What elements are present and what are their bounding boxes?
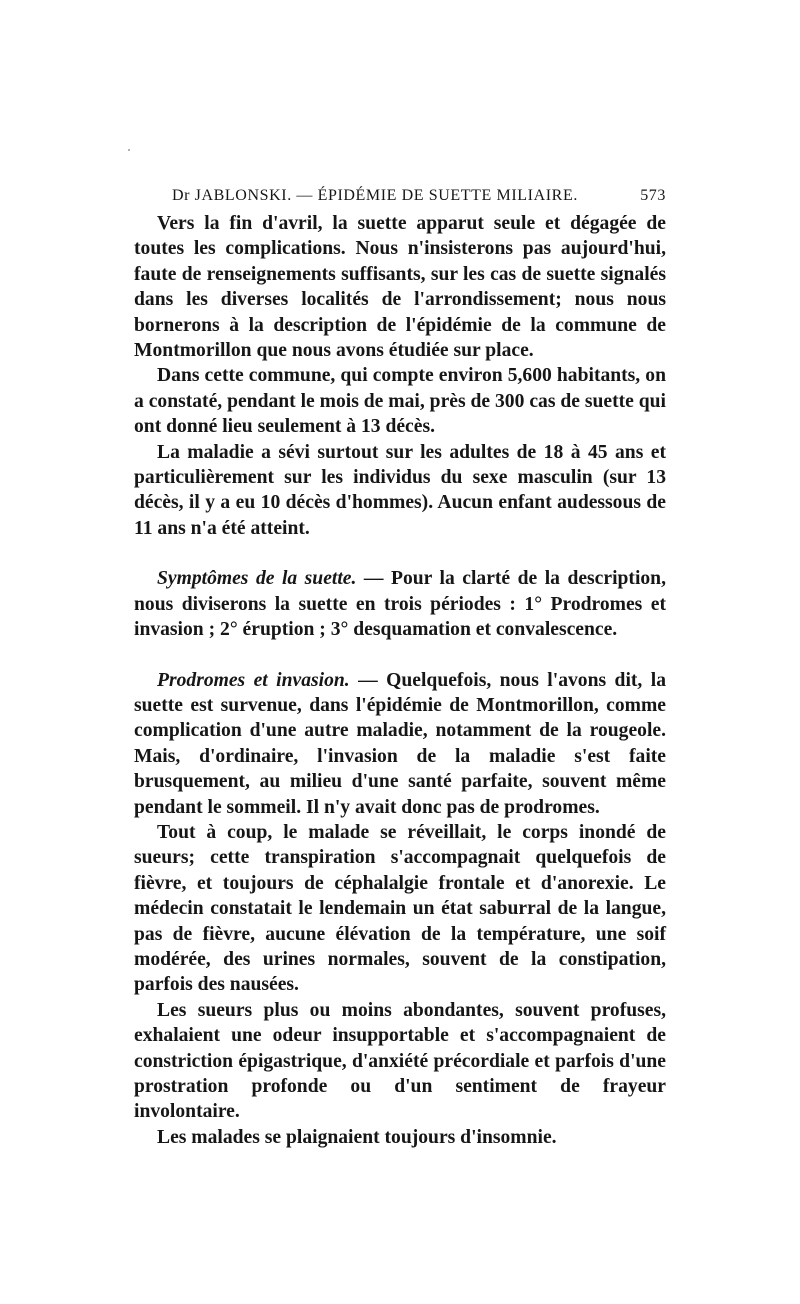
paragraph-commune: Dans cette commune, qui compte environ 5,600 habitants, on a constaté, pendant le mois de mai, près de 300 cas de suette qui ont donné lieu seulement à 13 décès. — [134, 365, 666, 438]
margin-speck — [128, 149, 130, 151]
paragraph-reveil: Tout à coup, le malade se réveillait, le corps inondé de sueurs; cette transpiration s'accompagnait quelquefois de fièvre, et toujours de céphalalgie frontale et d'anorexie. Le médecin constatait le lendemain un état saburral de la langue, pas de fièvre, aucune élévation de la température, une soif modérée, des urines normales, souvent de la constipation, parfois des nausées. — [134, 821, 666, 996]
section-heading-symptomes: Symptômes de la suette. — [157, 568, 357, 590]
paragraph-prodromes — [134, 668, 666, 820]
paragraph-sueurs: Les sueurs plus ou moins abondantes, souvent profuses, exhalaient une odeur insupportable et s'accompagnaient de constriction épigastrique, d'anxiété précordiale et parfois d'une prostration profonde ou d'un sentiment de frayeur involontaire. — [134, 999, 666, 1123]
paragraph-symptomes-text: — Pour la clarté de la description, nous diviserons la suette en trois périodes : 1° Prodromes et invasion ; 2° éruption ; 3° desquamation et convalescence. — [134, 568, 666, 641]
paragraph-adults: La maladie a sévi surtout sur les adultes de 18 à 45 ans et particulièrement sur les individus du sexe masculin (sur 13 décès, il y a eu 10 décès d'hommes). Aucun enfant audessous de 11 ans n'a été atteint. — [134, 441, 666, 539]
paragraph-prodromes-text: — Quelquefois, nous l'avons dit, la suette est survenue, dans l'épidémie de Montmorillon, comme complication d'une autre maladie, notamment de la rougeole. Mais, d'ordinaire, l'invasion de la maladie s'est faite brusquement, au milieu d'une santé parfaite, souvent même pendant le sommeil. Il n'y avait donc pas de prodromes. — [134, 669, 666, 818]
page-number: 573 — [640, 187, 666, 204]
paragraph-symptomes — [134, 566, 666, 642]
body-text — [134, 211, 666, 1150]
paragraph-insomnie: Les malades se plaignaient toujours d'insomnie. — [157, 1126, 557, 1148]
paragraph-intro: Vers la fin d'avril, la suette apparut seule et dégagée de toutes les complications. Nous n'insisterons pas aujourd'hui, faute de renseignements suffisants, sur les cas de suette signalés dans les diverses localités de l'arrondissement; nous nous bornerons à la description de l'épidémie de la commune de Montmorillon que nous avons étudiée sur place. — [134, 213, 666, 362]
running-header-title: Dr JABLONSKI. — ÉPIDÉMIE DE SUETTE MILIAIRE. — [172, 187, 578, 204]
section-heading-prodromes: Prodromes et invasion. — [157, 669, 350, 691]
